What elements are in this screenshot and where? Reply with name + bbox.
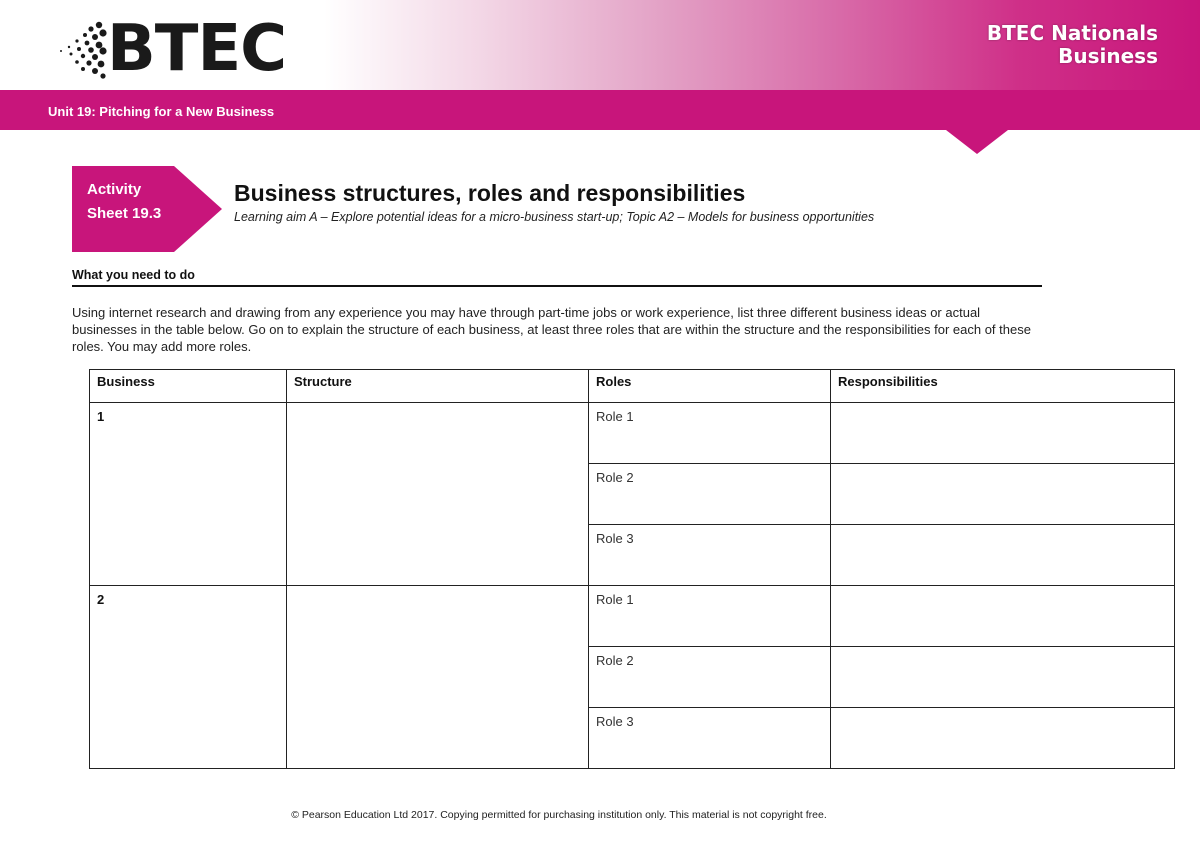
role-cell[interactable]: Role 3 [589, 708, 831, 769]
role-cell[interactable]: Role 1 [589, 403, 831, 464]
role-cell[interactable]: Role 3 [589, 525, 831, 586]
brand-line-2: Business [1058, 44, 1158, 68]
role-cell[interactable]: Role 1 [589, 586, 831, 647]
btec-logo-text: BTEC [107, 12, 287, 86]
unit-title: Unit 19: Pitching for a New Business [48, 104, 275, 119]
activity-label-line-2: Sheet 19.3 [87, 205, 162, 222]
brand-title [987, 22, 1158, 68]
section-divider [72, 285, 1042, 287]
header-business: Business [90, 370, 287, 403]
btec-dots-icon [55, 19, 111, 79]
header-structure: Structure [287, 370, 589, 403]
section-heading: What you need to do [72, 268, 195, 282]
role-cell[interactable]: Role 2 [589, 464, 831, 525]
business-table [89, 369, 1175, 769]
table-header-row [90, 370, 1175, 403]
responsibility-cell[interactable] [831, 525, 1175, 586]
btec-logo [55, 12, 287, 86]
header-responsibilities: Responsibilities [831, 370, 1175, 403]
instructions-text: Using internet research and drawing from any experience you may have through part-time jobs or work experience, list three different business ideas or actual businesses in the table below. Go on to explain the structure of each business, at least three roles that are within the structure and the responsibilities for each of these roles. You may add more roles. [72, 305, 1031, 354]
table-row [90, 403, 1175, 464]
page-title: Business structures, roles and responsibilities [234, 180, 746, 206]
responsibility-cell[interactable] [831, 708, 1175, 769]
responsibility-cell[interactable] [831, 464, 1175, 525]
brand-line-1: BTEC Nationals [986, 21, 1158, 45]
unit-bar-notch [946, 130, 1008, 154]
page-subtitle: Learning aim A – Explore potential ideas for a micro-business start-up; Topic A2 – Models for business opportunities [234, 210, 875, 224]
activity-label [87, 178, 161, 226]
footer-copyright: © Pearson Education Ltd 2017. Copying permitted for purchasing institution only. This material is not copyright free. [291, 809, 827, 821]
responsibility-cell[interactable] [831, 403, 1175, 464]
activity-label-line-1: Activity [87, 181, 142, 198]
role-cell[interactable]: Role 2 [589, 647, 831, 708]
responsibility-cell[interactable] [831, 647, 1175, 708]
business-cell[interactable]: 1 [90, 403, 287, 586]
structure-cell[interactable] [287, 403, 589, 586]
business-cell[interactable]: 2 [90, 586, 287, 769]
header-roles: Roles [589, 370, 831, 403]
table-row [90, 586, 1175, 647]
structure-cell[interactable] [287, 586, 589, 769]
responsibility-cell[interactable] [831, 586, 1175, 647]
